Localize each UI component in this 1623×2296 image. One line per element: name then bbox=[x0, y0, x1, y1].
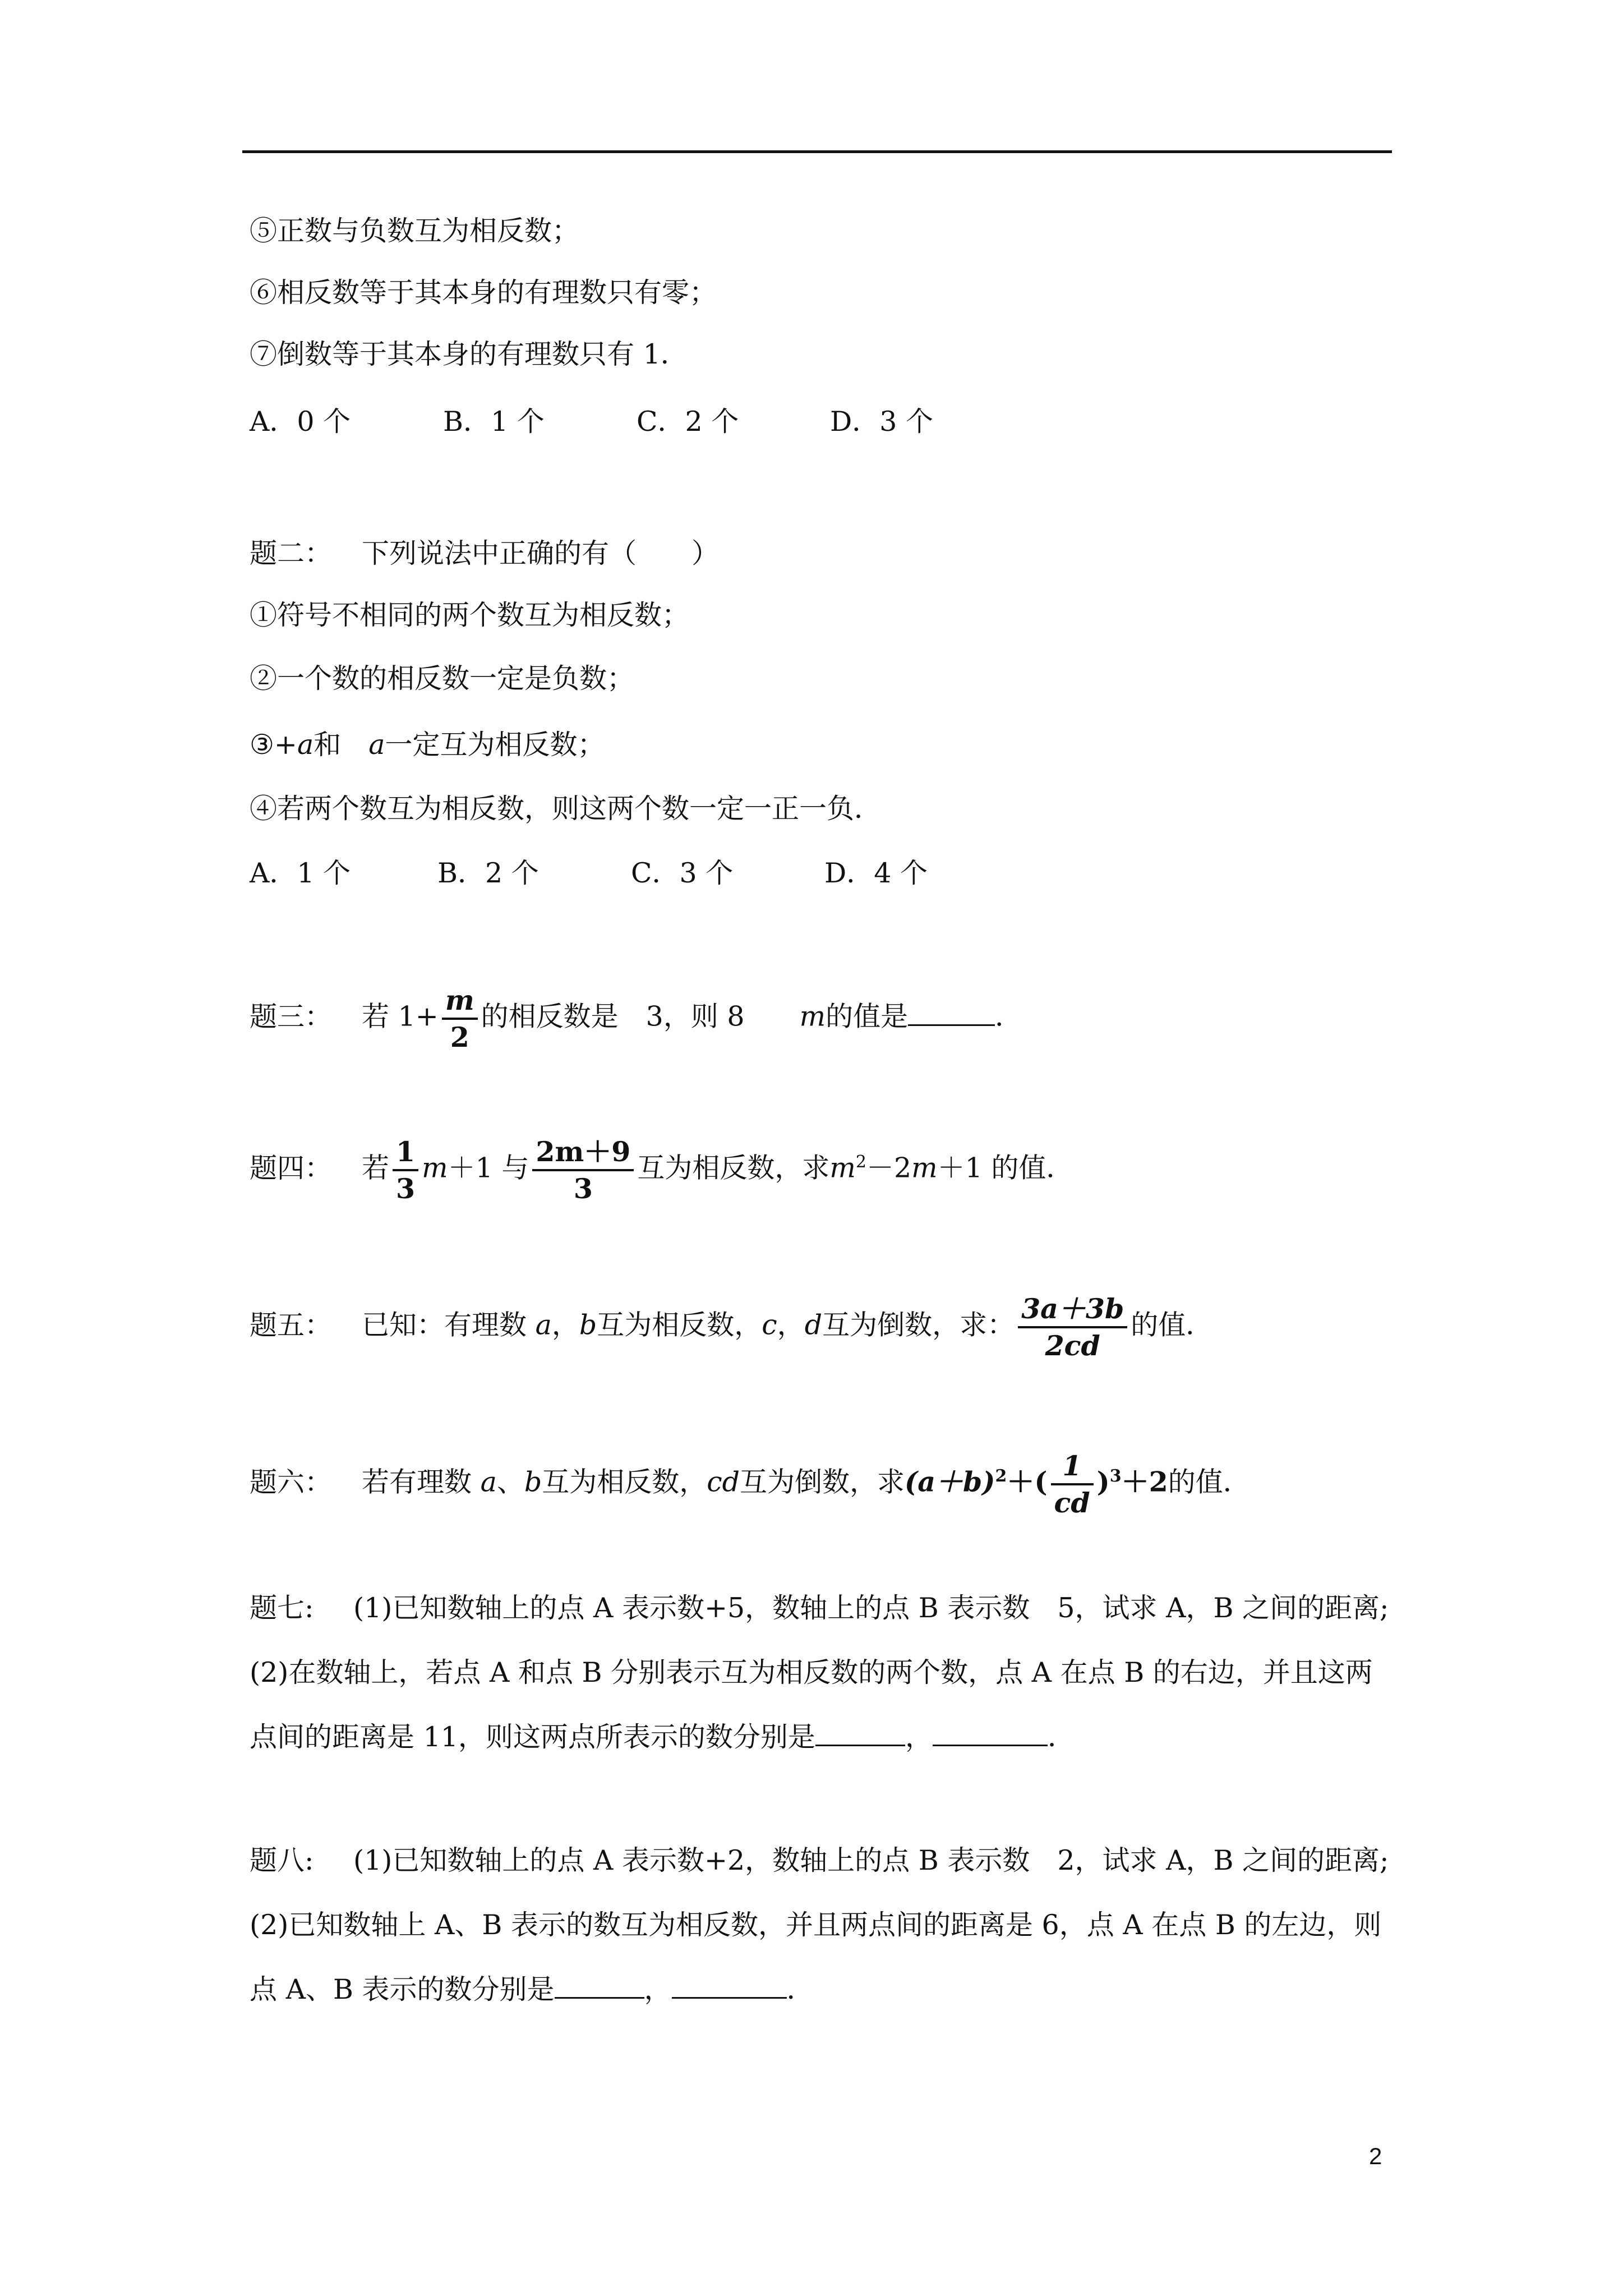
var-d: d bbox=[804, 1309, 823, 1341]
q6-text: 的值． bbox=[1168, 1466, 1251, 1498]
q2-item-3-prefix: ③+ bbox=[250, 729, 297, 761]
fraction-numerator: m bbox=[445, 984, 474, 1016]
fraction-numerator: 2m＋9 bbox=[536, 1135, 631, 1168]
var-a: a bbox=[297, 729, 314, 761]
q7-label: 题七: bbox=[250, 1592, 314, 1624]
q2-stem-line bbox=[250, 537, 719, 570]
q5-text: ， bbox=[777, 1309, 805, 1341]
statement-7: ⑦倒数等于其本身的有理数只有 1． bbox=[250, 338, 688, 370]
q7-line-1 bbox=[250, 1591, 1389, 1625]
q3-end: ． bbox=[995, 1000, 1023, 1033]
q3-suffix: 的值是 bbox=[826, 1000, 909, 1033]
q6-expression: ＋2 bbox=[1121, 1465, 1168, 1498]
q4 bbox=[250, 1134, 1073, 1206]
q7-part-1: (1)已知数轴上的点 A 表示数+5，数轴上的点 B 表示数 5，试求 A，B 之间的距离; bbox=[353, 1592, 1389, 1624]
q7-part-2-text: 点间的距离是 11，则这两点所表示的数分别是 bbox=[250, 1721, 815, 1753]
answer-blank[interactable] bbox=[933, 1722, 1048, 1746]
option-b[interactable]: B．2 个 bbox=[437, 857, 539, 889]
fraction-denominator: cd bbox=[1051, 1483, 1094, 1520]
q5-text: 的值． bbox=[1131, 1309, 1214, 1341]
fraction bbox=[393, 1134, 418, 1206]
q8-line-2: (2)已知数轴上 A、B 表示的数互为相反数，并且两点间的距离是 6，点 A 在点 B 的左边，则 bbox=[250, 1909, 1382, 1941]
statement-5: ⑤正数与负数互为相反数； bbox=[250, 215, 580, 247]
q4-text: －2 bbox=[866, 1152, 912, 1184]
answer-blank[interactable] bbox=[908, 1002, 995, 1026]
q6-expression: ) bbox=[1096, 1465, 1110, 1498]
q8-line-1 bbox=[250, 1844, 1389, 1878]
fraction-denominator: 3 bbox=[393, 1169, 418, 1206]
statement-6: ⑥相反数等于其本身的有理数只有零； bbox=[250, 277, 717, 309]
fraction-denominator: 2 bbox=[442, 1018, 478, 1055]
q2-options bbox=[250, 857, 928, 890]
q6-text: 若有理数 bbox=[362, 1466, 472, 1498]
q6-text: 互为相反数， bbox=[542, 1466, 707, 1498]
answer-blank[interactable] bbox=[672, 1975, 787, 1999]
q8-end: ． bbox=[786, 1973, 814, 2005]
q5-text: 互为相反数， bbox=[597, 1309, 762, 1341]
exponent: 3 bbox=[1109, 1466, 1122, 1487]
q7-end: ． bbox=[1047, 1721, 1075, 1753]
q6-expression: ＋( bbox=[1007, 1465, 1048, 1498]
q5 bbox=[250, 1291, 1213, 1363]
q3 bbox=[250, 983, 1022, 1055]
q5-text: 已知：有理数 bbox=[362, 1309, 527, 1341]
var-a: a bbox=[368, 729, 385, 761]
q6 bbox=[250, 1448, 1251, 1520]
q2-item-3-suffix: 一定互为相反数； bbox=[385, 729, 605, 761]
q8-part-1: (1)已知数轴上的点 A 表示数+2，数轴上的点 B 表示数 2，试求 A，B 之间的距离; bbox=[353, 1844, 1389, 1876]
answer-blank[interactable] bbox=[555, 1975, 644, 1999]
answer-blank[interactable] bbox=[815, 1722, 905, 1746]
fraction-numerator: 3a＋3b bbox=[1021, 1292, 1124, 1325]
q4-text: ＋1 与 bbox=[448, 1152, 529, 1184]
var-a: a bbox=[480, 1466, 497, 1498]
q8-separator: ， bbox=[644, 1973, 672, 2005]
var-a: a bbox=[535, 1309, 552, 1341]
q6-expression: (a＋b) bbox=[905, 1465, 995, 1498]
q2-label: 题二： bbox=[250, 537, 333, 569]
fraction-numerator: 1 bbox=[396, 1135, 416, 1168]
fraction bbox=[532, 1134, 634, 1206]
fraction bbox=[1051, 1448, 1094, 1520]
var-m: m bbox=[799, 1000, 826, 1033]
q7-line-3 bbox=[250, 1720, 1075, 1754]
option-a[interactable]: A．1 个 bbox=[250, 857, 351, 889]
option-d[interactable]: D．3 个 bbox=[830, 406, 934, 438]
q2-item-3 bbox=[250, 728, 605, 762]
q2-item-2: ②一个数的相反数一定是负数； bbox=[250, 662, 635, 694]
q3-mid: 的相反数是 3，则 8 bbox=[481, 1000, 800, 1033]
q1-options bbox=[250, 405, 933, 439]
page-number: 2 bbox=[1369, 2143, 1382, 2169]
var-b: b bbox=[579, 1309, 597, 1341]
q6-label: 题六： bbox=[250, 1466, 333, 1498]
q2-item-3-mid: 和 bbox=[313, 729, 369, 761]
var-c: c bbox=[762, 1309, 777, 1341]
option-c[interactable]: C．2 个 bbox=[637, 406, 739, 438]
option-c[interactable]: C．3 个 bbox=[631, 857, 734, 889]
exponent: 2 bbox=[995, 1466, 1007, 1487]
q4-text: 互为相反数，求 bbox=[637, 1152, 830, 1184]
var-m: m bbox=[422, 1152, 448, 1184]
q4-text: ＋1 的值． bbox=[937, 1152, 1074, 1184]
fraction-denominator: 3 bbox=[532, 1169, 634, 1206]
option-d[interactable]: D．4 个 bbox=[824, 857, 928, 889]
q2-item-4: ④若两个数互为相反数，则这两个数一定一正一负． bbox=[250, 793, 882, 825]
q2-stem: 下列说法中正确的有（ ） bbox=[362, 537, 720, 569]
exponent: 2 bbox=[855, 1152, 866, 1172]
q4-prefix: 若 bbox=[362, 1152, 390, 1184]
fraction-numerator: 1 bbox=[1062, 1450, 1082, 1482]
q8-part-2-text: 点 A、B 表示的数分别是 bbox=[250, 1973, 555, 2005]
q4-label: 题四： bbox=[250, 1152, 333, 1184]
q6-text: 、 bbox=[496, 1466, 524, 1498]
var-b: b bbox=[524, 1466, 542, 1498]
q5-label: 题五： bbox=[250, 1309, 333, 1341]
var-m: m bbox=[829, 1152, 856, 1184]
fraction-denominator: 2cd bbox=[1018, 1326, 1127, 1363]
option-b[interactable]: B．1 个 bbox=[443, 406, 545, 438]
fraction bbox=[442, 983, 478, 1055]
q7-separator: ， bbox=[905, 1721, 933, 1753]
header-rule bbox=[242, 150, 1392, 153]
q5-text: ， bbox=[551, 1309, 579, 1341]
q3-prefix: 若 1+ bbox=[362, 1000, 439, 1033]
q7-line-2: (2)在数轴上，若点 A 和点 B 分别表示互为相反数的两个数，点 A 在点 B 的右边，并且这两 bbox=[250, 1657, 1373, 1688]
q8-label: 题八: bbox=[250, 1844, 314, 1876]
q8-line-3 bbox=[250, 1973, 814, 2007]
fraction bbox=[1018, 1291, 1127, 1363]
q3-label: 题三： bbox=[250, 1000, 333, 1033]
option-a[interactable]: A．0 个 bbox=[250, 406, 351, 438]
var-cd: cd bbox=[707, 1466, 740, 1498]
q2-item-1: ①符号不相同的两个数互为相反数； bbox=[250, 599, 690, 631]
q6-text: 互为倒数，求 bbox=[740, 1466, 905, 1498]
q5-text: 互为倒数，求： bbox=[822, 1309, 1015, 1341]
var-m: m bbox=[911, 1152, 938, 1184]
